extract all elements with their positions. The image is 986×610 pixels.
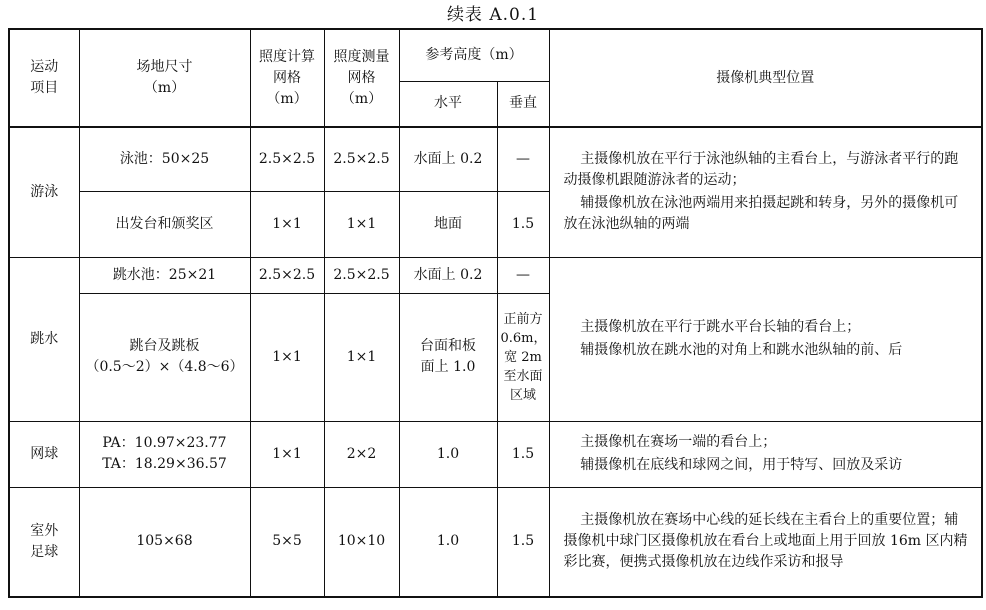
camera-text: 主摄像机放在赛场中心线的延长线在主看台上的重要位置；辅摄像机中球门区摄像机放在看台上或地面上用于回放 16m 区内精彩比赛，便携式摄像机放在边线作采访和报导 [563, 512, 968, 571]
vertical-cell: — [497, 257, 549, 293]
header-meas-line3: （m） [340, 90, 383, 107]
venue-cell [79, 293, 250, 421]
horizontal-cell: 水面上 0.2 [399, 127, 497, 191]
header-camera: 摄像机典型位置 [549, 29, 982, 127]
calc-grid-cell: 1×1 [250, 191, 324, 257]
horizontal-line: 面上 1.0 [420, 359, 476, 375]
header-venue [79, 29, 250, 127]
calc-grid-cell: 1×1 [250, 293, 324, 421]
camera-text: 主摄像机放在平行于泳池纵轴的主看台上，与游泳者平行的跑动摄像机跟随游泳者的运动； [563, 151, 959, 189]
header-row-1 [9, 29, 982, 81]
header-venue-line2: （m） [143, 80, 186, 96]
sport-tennis: 网球 [9, 421, 79, 487]
sport-line: 足球 [30, 543, 59, 560]
header-horizontal: 水平 [399, 81, 497, 127]
table-row [9, 421, 982, 487]
vertical-cell: 1.5 [497, 487, 549, 597]
header-meas-grid [324, 29, 399, 127]
table-row [9, 257, 982, 293]
sport-line: 室外 [30, 522, 59, 539]
header-vertical: 垂直 [497, 81, 549, 127]
header-meas-line1: 照度测量 [333, 48, 390, 65]
horizontal-cell [399, 293, 497, 421]
header-sport [9, 29, 79, 127]
camera-position-cell [549, 487, 982, 597]
meas-grid-cell: 10×10 [324, 487, 399, 597]
venue-line: PA：10.97×23.77 [102, 435, 227, 451]
camera-text: 辅摄像机放在跳水池的对角上和跳水池纵轴的前、后 [580, 342, 903, 358]
vertical-cell: — [497, 127, 549, 191]
venue-line: （0.5～2）×（4.8～6） [85, 359, 244, 375]
camera-position-cell [549, 127, 982, 257]
venue-cell: 出发台和颁奖区 [79, 191, 250, 257]
venue-line: 跳台及跳板 [129, 338, 200, 354]
sport-swim: 游泳 [9, 127, 79, 257]
meas-grid-cell: 2.5×2.5 [324, 127, 399, 191]
camera-text: 主摄像机放在平行于跳水平台长轴的看台上； [580, 319, 861, 335]
camera-position-cell [549, 257, 982, 421]
horizontal-cell: 1.0 [399, 421, 497, 487]
horizontal-cell: 1.0 [399, 487, 497, 597]
venue-line: TA：18.29×36.57 [102, 456, 227, 472]
header-venue-line1: 场地尺寸 [136, 59, 193, 75]
header-calc-line2: 网格 [273, 69, 301, 86]
sport-dive: 跳水 [9, 257, 79, 421]
meas-grid-cell: 2.5×2.5 [324, 257, 399, 293]
camera-position-table [8, 28, 983, 598]
table-row [9, 127, 982, 191]
camera-text: 辅摄像机在底线和球网之间，用于特写、回放及采访 [580, 457, 903, 473]
header-meas-line2: 网格 [347, 69, 376, 86]
camera-text: 主摄像机在赛场一端的看台上； [580, 434, 777, 450]
vertical-cell: 正前方0.6m，宽 2m至水面区域 [497, 293, 549, 421]
camera-text: 辅摄像机放在泳池两端用来拍摄起跳和转身，另外的摄像机可放在泳池纵轴的两端 [563, 195, 959, 233]
camera-position-cell [549, 421, 982, 487]
venue-cell: 跳水池：25×21 [79, 257, 250, 293]
venue-cell: 泳池：50×25 [79, 127, 250, 191]
vertical-cell: 1.5 [497, 421, 549, 487]
horizontal-line: 台面和板 [420, 338, 476, 354]
calc-grid-cell: 2.5×2.5 [250, 257, 324, 293]
table-title: 续表 A.0.1 [446, 5, 540, 25]
sport-football [9, 487, 79, 597]
meas-grid-cell: 1×1 [324, 293, 399, 421]
header-sport-line2: 项目 [30, 80, 59, 96]
table-row [9, 487, 982, 597]
horizontal-cell: 地面 [399, 191, 497, 257]
venue-cell [79, 421, 250, 487]
calc-grid-cell: 2.5×2.5 [250, 127, 324, 191]
calc-grid-cell: 5×5 [250, 487, 324, 597]
header-ref-height: 参考高度（m） [399, 29, 549, 81]
header-calc-line1: 照度计算 [259, 48, 315, 65]
meas-grid-cell: 1×1 [324, 191, 399, 257]
meas-grid-cell: 2×2 [324, 421, 399, 487]
venue-cell: 105×68 [79, 487, 250, 597]
header-calc-grid [250, 29, 324, 127]
vertical-cell: 1.5 [497, 191, 549, 257]
header-calc-line3: （m） [266, 90, 308, 107]
header-sport-line1: 运动 [30, 59, 59, 75]
calc-grid-cell: 1×1 [250, 421, 324, 487]
horizontal-cell: 水面上 0.2 [399, 257, 497, 293]
